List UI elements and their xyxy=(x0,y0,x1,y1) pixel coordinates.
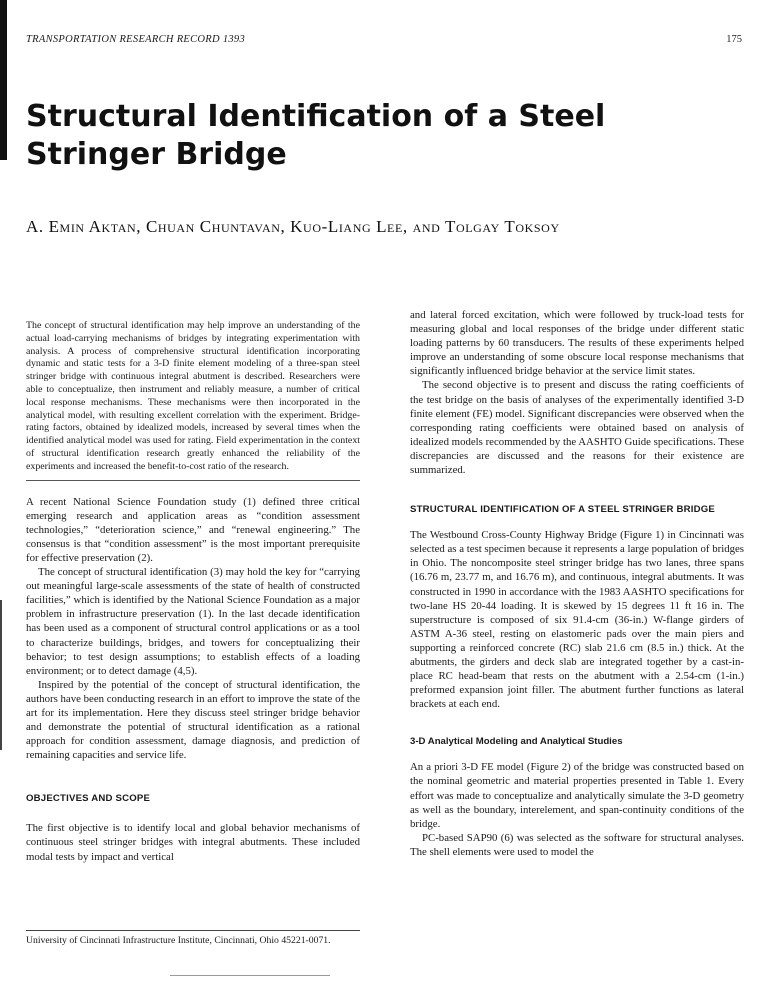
objectives-paragraph-1-continued: and lateral forced excitation, which were followed by truck-load tests for measuring global and local responses of the bridge under different static loading patterns by 60 transducers. The results of these experiments helped improve an understanding of some obscure local response mechanisms that significantly influenced bridge behavior at the service limit states. xyxy=(410,309,744,378)
page-edge-bar xyxy=(0,0,7,160)
structural-id-heading: STRUCTURAL IDENTIFICATION OF A STEEL STRINGER BRIDGE xyxy=(410,504,715,516)
intro-paragraph-3: Inspired by the potential of the concept of structural identification, the authors have been conducting research in an effort to improve the state of the art for its implementation. Here they discuss steel stringer bridge behavior and demonstrate the potential of structural identification as a rational approach for condition assessment, damage diagnosis, and prediction of remaining capacities and service life. xyxy=(26,678,360,762)
footer-rule xyxy=(170,975,330,976)
page-edge-mark xyxy=(0,600,2,750)
structural-id-paragraph-1: The Westbound Cross-County Highway Bridge (Figure 1) in Cincinnati was selected as a test specimen because it represents a large population of bridges in Ohio. The noncomposite steel stringer bridge has two lanes, three spans (16.76 m, 23.77 m, and 16.76 m), and continuous, integral abutments. It was constructed in 1990 in accordance with the 1983 AASHTO specifications for two-lane HS 20-44 loading. It is skewed by 15 degrees 11 ft 16 in. The superstructure is composed of six 91.4-cm (36-in.) W-flange girders of ASTM A-36 steel, resting on elastomeric pads over the main piers and supporting a reinforced concrete (RC) slab 21.6 cm (8.5 in.) thick. At the abutments, the girders and deck slab are integrated together by a cast-in-place RC head-beam that rests on the abutment with a 2.54-cm (1-in.) preformed expansion joint filler. The abutment further functions as lateral brackets at each end. xyxy=(410,529,744,711)
running-head xyxy=(26,34,742,48)
author-affiliation: University of Cincinnati Infrastructure Institute, Cincinnati, Ohio 45221-0071. xyxy=(26,930,360,948)
left-column xyxy=(26,320,360,864)
objectives-heading: OBJECTIVES AND SCOPE xyxy=(26,793,151,805)
objectives-paragraph-1: The first objective is to identify local and global behavior mechanisms of continuous steel stringer bridges with integral abutments. These included modal tests by impact and vertical xyxy=(26,822,360,863)
intro-paragraph-1: A recent National Science Foundation study (1) defined three critical emerging research and application areas as “condition assessment technologies,” “deterioration science,” and “renewal engineering.” The consensus is that “condition assessment” is the most important prerequisite for effective preservation (2). xyxy=(26,495,360,564)
paper-title: Structural Identification of a Steel Stringer Bridge xyxy=(26,99,606,172)
author-list: A. Emin Aktan, Chuan Chuntavan, Kuo-Liang Lee, and Tolgay Toksoy xyxy=(26,217,560,236)
modeling-subheading: 3-D Analytical Modeling and Analytical Studies xyxy=(410,736,623,748)
right-column xyxy=(410,308,744,859)
abstract: The concept of structural identification may help improve an understanding of the actual load-carrying mechanisms of bridges by integrating experimentation with analysis. A process of comprehensive structural identification incorporating dynamic and static tests for a 3-D finite element modeling of a three-span steel stringer bridge with continuous integral abutment is described. Researchers were able to conceptualize, then instrument and reliably measure, a number of critical local response mechanisms. These mechanisms were then incorporated in the analytical model, with resulting excellent correlation with the experiment. Bridge-rating factors, obtained by idealized models, increased by several times when the identified analytical model was used for rating. Field experimentation in the context of structural identification research greatly enhanced the reliability of the experiments and increased the benefit-to-cost ratio of the research. xyxy=(26,320,360,472)
page-number: 175 xyxy=(726,34,742,45)
journal-name: TRANSPORTATION RESEARCH RECORD 1393 xyxy=(26,34,246,45)
modeling-paragraph-1: An a priori 3-D FE model (Figure 2) of the bridge was constructed based on the nominal geometric and material properties presented in Table 1. Every effort was made to conceptualize and analytically simulate the 3-D geometry as well as the boundary, interelement, and span-continuity conditions of the bridge. xyxy=(410,761,744,830)
abstract-divider xyxy=(26,480,360,481)
objectives-paragraph-2: The second objective is to present and discuss the rating coefficients of the test bridge on the basis of analyses of the experimentally identified 3-D finite element (FE) model. Significant discrepancies were observed when the corresponding rating coefficients were obtained based on analysis of idealized models recommended by the AASHTO Guide specifications. These discrepancies are discussed and the reasons for their existence are summarized. xyxy=(410,379,744,477)
intro-paragraph-2: The concept of structural identification (3) may hold the key for “carrying out meaningful large-scale assessments of the state of health of constructed facilities,” which is identified by the National Science Foundation as a major problem in infrastructure preservation (1). In the last decade identification has been used as a component of structural control applications or as a tool to characterize buildings, bridges, and towers for conceptualizing their behavior; to test design assumptions; to establish effects of a loading environment; or to detect damage (4,5). xyxy=(26,566,360,677)
modeling-paragraph-2: PC-based SAP90 (6) was selected as the software for structural analyses. The shell elements were used to model the xyxy=(410,831,744,858)
